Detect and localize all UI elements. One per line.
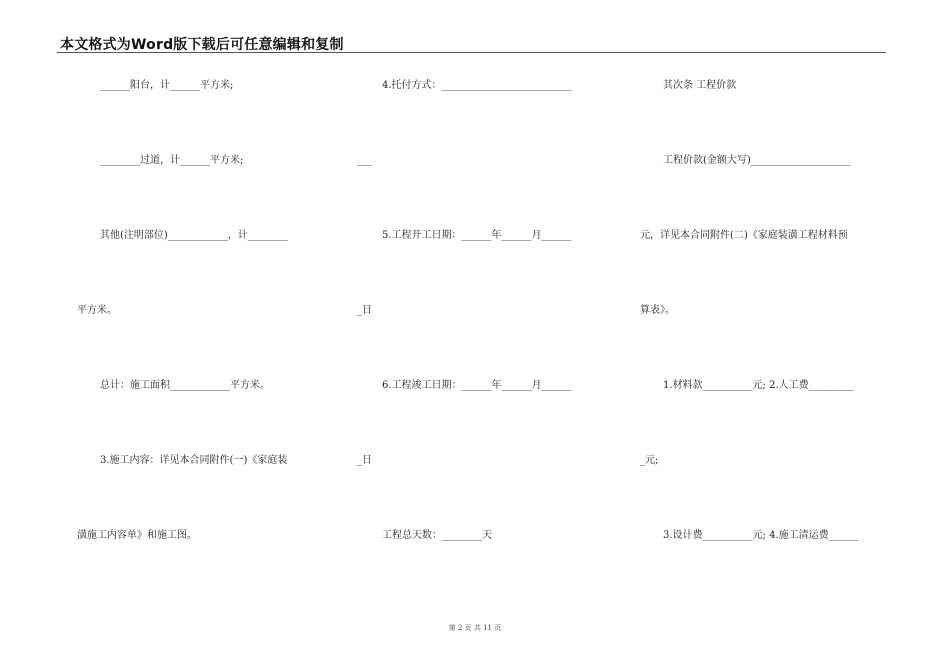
col2-line-start-date: 5.工程开工日期：______年______月______ — [382, 230, 572, 241]
col1-line-total: 总计：施工面积____________平方米。 — [100, 380, 270, 391]
col2-line-payment-cont: ___ — [357, 155, 372, 166]
page-header-title: 本文格式为Word版下载后可任意编辑和复制 — [60, 37, 344, 53]
col3-line-price-words: 工程价款(金额大写)____________________ — [663, 155, 851, 166]
col1-line-balcony: ______阳台，计______平方米; — [100, 80, 234, 91]
col2-line-start-day: _日 — [357, 305, 372, 316]
col1-line-other: 其他(注明部位)____________，计________ — [100, 230, 288, 241]
col1-line-content-cont: 潢施工内容单》和施工图。 — [77, 530, 197, 541]
col3-line-price-detail: 元，详见本合同附件(二)《家庭装潢工程材料预 — [640, 230, 848, 241]
col3-line-price-cont: 算表》。 — [640, 305, 675, 316]
col2-line-total-days: 工程总天数：________天 — [382, 530, 492, 541]
col3-line-yuan: _元; — [640, 455, 659, 466]
col2-line-payment: 4.托付方式：__________________________ — [382, 80, 572, 91]
col3-line-design-cleanup: 3.设计费__________元; 4.施工清运费______ — [663, 530, 859, 541]
col3-line-article-title: 其次条 工程价款 — [663, 80, 737, 91]
col3-line-material-labor: 1.材料款__________元; 2.人工费_________ — [663, 380, 854, 391]
col2-line-end-date: 6.工程竣工日期：______年______月______ — [382, 380, 572, 391]
col2-line-end-day: _日 — [357, 455, 372, 466]
col1-line-sqm: 平方米。 — [77, 305, 117, 316]
header-divider — [57, 52, 886, 53]
col1-line-corridor: ________过道，计______平方米; — [100, 155, 244, 166]
col1-line-content: 3.施工内容：详见本合同附件(一)《家庭装 — [100, 455, 288, 466]
page-number-footer: 第 2 页 共 11 页 — [448, 624, 502, 632]
